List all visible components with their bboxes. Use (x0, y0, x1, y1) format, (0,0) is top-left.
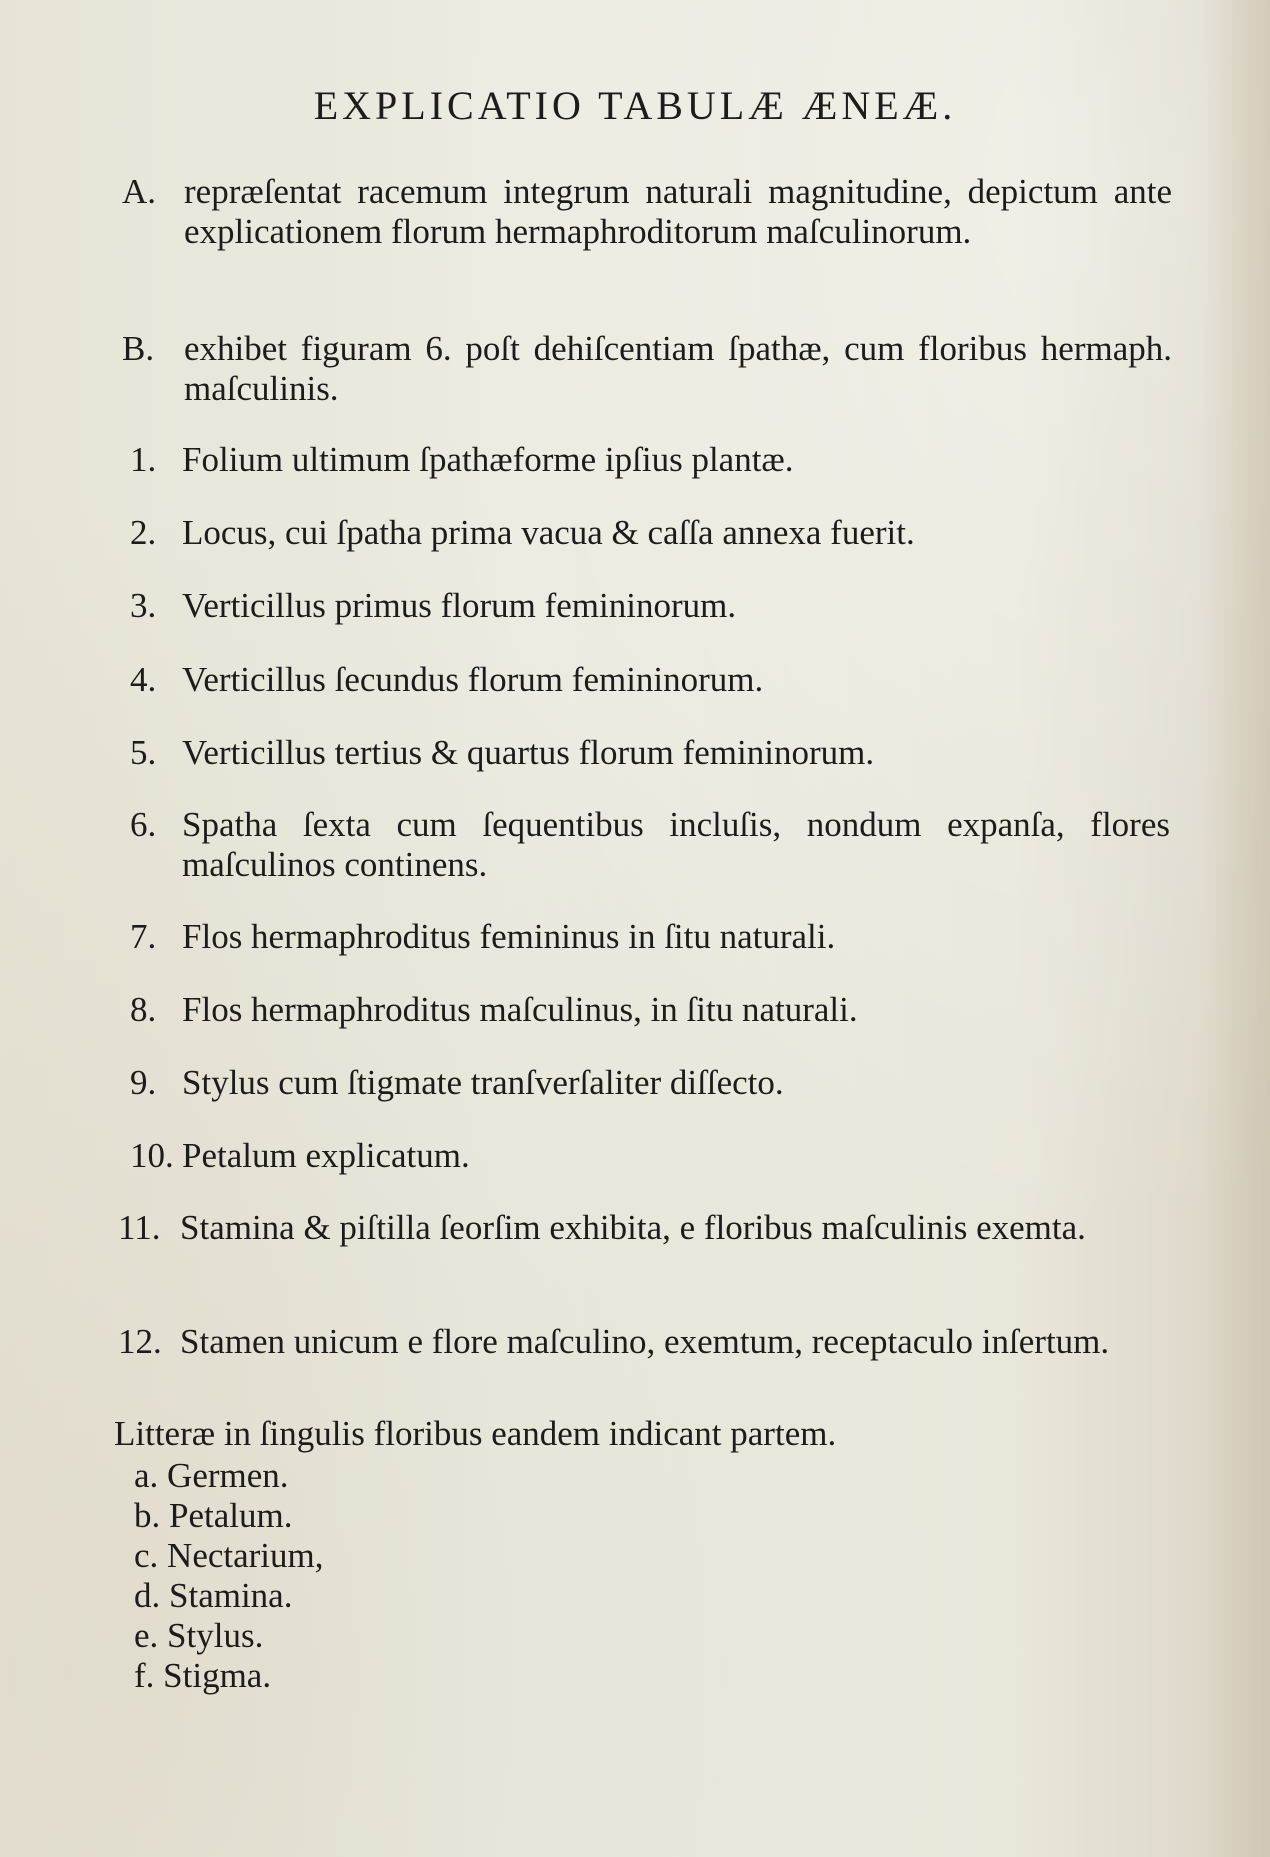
legend-text: Stylus. (167, 1616, 264, 1655)
legend-text: Nectarium, (167, 1536, 324, 1575)
entry-text: Stamen unicum e flore maſculino, exemtum, receptaculo inſertum. (180, 1322, 1110, 1361)
entry-9 (130, 1063, 1170, 1103)
entry-3 (130, 586, 1170, 626)
entry-text: Verticillus primus florum femininorum. (182, 586, 737, 625)
legend-list (134, 1456, 324, 1696)
legend-label: b. (134, 1496, 161, 1535)
page-title: EXPLICATIO TABULÆ ÆNEÆ. (313, 83, 957, 128)
entry-text: Verticillus tertius & quartus florum femininorum. (182, 733, 875, 772)
legend-label: f. (134, 1656, 155, 1695)
page-edge-shadow (1200, 0, 1270, 1857)
entry-1 (130, 440, 1170, 480)
legend-item-c (134, 1536, 324, 1576)
entry-4 (130, 660, 1170, 700)
entry-text: Flos hermaphroditus maſculinus, in ſitu naturali. (182, 990, 858, 1029)
legend-item-b (134, 1496, 324, 1536)
legend-item-f (134, 1656, 324, 1696)
legend-label: a. (134, 1456, 159, 1495)
legend-item-d (134, 1576, 324, 1616)
entry-12 (118, 1322, 1170, 1362)
entry-label: A. (122, 172, 157, 211)
legend-intro: Litteræ in ſingulis floribus eandem indicant partem. (114, 1414, 837, 1453)
legend-text: Petalum. (169, 1496, 293, 1535)
entry-label: 4. (130, 660, 157, 699)
legend-text: Stamina. (169, 1576, 293, 1615)
entry-text: repræſentat racemum integrum naturali magnitudine, depictum ante explicationem florum hermaphroditorum maſculinorum. (184, 172, 1172, 251)
legend-item-a (134, 1456, 324, 1496)
entry-label: 11. (118, 1208, 161, 1247)
entry-label: 10. (130, 1136, 174, 1175)
entry-7 (130, 917, 1170, 957)
entry-label: 9. (130, 1063, 157, 1102)
entry-A (122, 172, 1172, 252)
entry-text: Stylus cum ſtigmate tranſverſaliter diſſecto. (182, 1063, 784, 1102)
entry-label: 3. (130, 586, 157, 625)
entry-label: 7. (130, 917, 157, 956)
entry-label: B. (122, 329, 155, 368)
entry-text: Locus, cui ſpatha prima vacua & caſſa annexa fuerit. (182, 513, 915, 552)
entry-text: Flos hermaphroditus femininus in ſitu naturali. (182, 917, 836, 956)
entry-text: Folium ultimum ſpathæforme ipſius plantæ. (182, 440, 794, 479)
entry-label: 6. (130, 805, 157, 844)
entry-label: 8. (130, 990, 157, 1029)
entry-label: 5. (130, 733, 157, 772)
legend-label: c. (134, 1536, 159, 1575)
entry-5 (130, 733, 1170, 773)
legend-label: e. (134, 1616, 159, 1655)
legend-label: d. (134, 1576, 161, 1615)
entry-text: Verticillus ſecundus florum femininorum. (182, 660, 764, 699)
entry-10 (130, 1136, 1170, 1176)
entry-text: Stamina & piſtilla ſeorſim exhibita, e floribus maſculinis exemta. (180, 1208, 1086, 1247)
entry-label: 2. (130, 513, 157, 552)
entry-text: Spatha ſexta cum ſequentibus incluſis, nondum expanſa, flores maſculinos continens. (182, 805, 1170, 884)
legend-text: Germen. (167, 1456, 289, 1495)
entry-11 (118, 1208, 1170, 1248)
entry-8 (130, 990, 1170, 1030)
entry-label: 1. (130, 440, 157, 479)
entry-text: Petalum explicatum. (182, 1136, 470, 1175)
entry-2 (130, 513, 1170, 553)
legend-item-e (134, 1616, 324, 1656)
entry-label: 12. (118, 1322, 162, 1361)
legend-text: Stigma. (163, 1656, 272, 1695)
entry-6 (130, 805, 1170, 885)
entry-text: exhibet figuram 6. poſt dehiſcentiam ſpathæ, cum floribus hermaph. maſculinis. (184, 329, 1172, 408)
entry-B (122, 329, 1172, 409)
